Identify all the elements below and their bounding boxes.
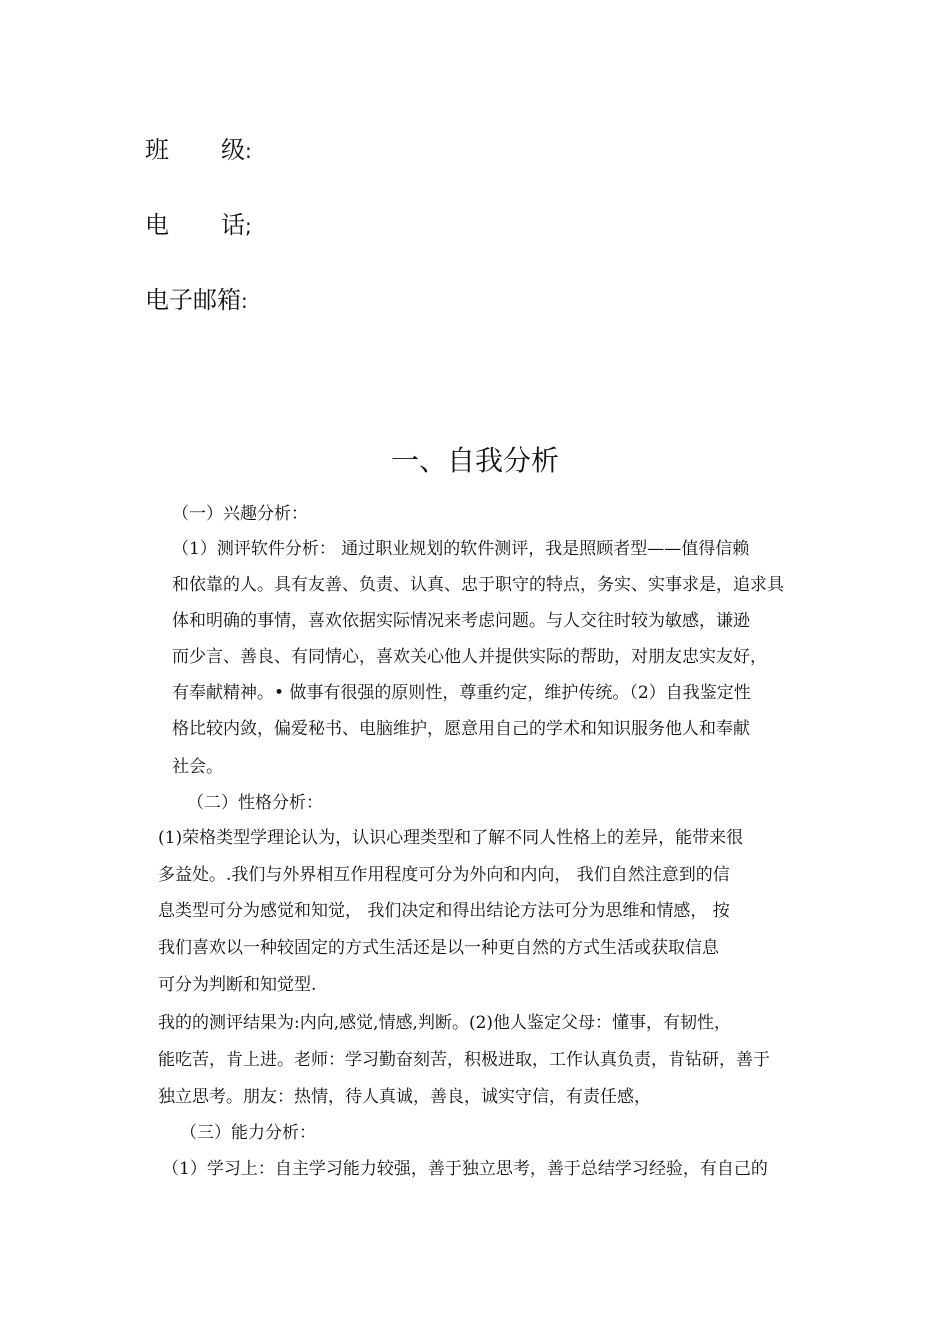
- paragraph-line: 格比较内敛，偏爱秘书、电脑维护，愿意用自己的学术和知识服务他人和奉献: [172, 719, 750, 739]
- subheading-interest: （一）兴趣分析：: [172, 504, 308, 524]
- paragraph-line: 有奉献精神。• 做事有很强的原则性，尊重约定，维护传统。（2）自我鉴定性: [172, 683, 751, 703]
- class-label-char-2: 级: [221, 136, 245, 164]
- subheading-ability: （三）能力分析：: [180, 1123, 316, 1143]
- paragraph-line: 多益处。.我们与外界相互作用程度可分为外向和内向， 我们自然注意到的信: [158, 865, 730, 885]
- class-colon: :: [245, 139, 252, 163]
- class-field: [145, 135, 252, 166]
- paragraph-line: 体和明确的事情，喜欢依据实际情况来考虑问题。与人交往时较为敏感，谦逊: [172, 611, 750, 631]
- paragraph-line: 而少言、善良、有同情心，喜欢关心他人并提供实际的帮助，对朋友忠实友好，: [172, 647, 767, 667]
- paragraph-line: 能吃苦，肯上进。老师：学习勤奋刻苦，积极进取，工作认真负责，肯钻研，善于: [158, 1050, 770, 1070]
- phone-colon: ;: [245, 214, 252, 238]
- phone-label-char-1: 电: [145, 211, 169, 239]
- paragraph-line: （1）测评软件分析： 通过职业规划的软件测评，我是照顾者型——值得信赖: [172, 539, 750, 559]
- phone-field: [145, 210, 252, 241]
- email-label: 电子邮箱: [145, 286, 241, 314]
- paragraph-line: 我们喜欢以一种较固定的方式生活还是以一种更自然的方式生活或获取信息: [158, 938, 719, 958]
- paragraph-line: 社会。: [172, 757, 223, 777]
- email-colon: :: [241, 289, 248, 313]
- paragraph-line: (1)荣格类型学理论认为，认识心理类型和了解不同人性格上的差异，能带来很: [158, 828, 744, 848]
- paragraph-line: 息类型可分为感觉和知觉， 我们决定和得出结论方法可分为思维和情感， 按: [158, 901, 730, 921]
- paragraph-line: 独立思考。朋友：热情，待人真诚，善良，诚实守信，有责任感，: [158, 1087, 651, 1107]
- phone-label-char-2: 话: [221, 211, 245, 239]
- paragraph-line: （1）学习上：自主学习能力较强，善于独立思考，善于总结学习经验，有自己的: [162, 1159, 768, 1179]
- class-label-char-1: 班: [145, 136, 169, 164]
- email-field: [145, 285, 248, 316]
- paragraph-line: 我的的测评结果为:内向,感觉,情感,判断。(2)他人鉴定父母：懂事，有韧性，: [158, 1013, 732, 1033]
- paragraph-line: 和依靠的人。具有友善、负责、认真、忠于职守的特点，务实、实事求是，追求具: [172, 575, 784, 595]
- subheading-personality: （二）性格分析：: [187, 793, 323, 813]
- paragraph-line: 可分为判断和知觉型.: [158, 975, 317, 995]
- section-heading: 一、自我分析: [390, 444, 559, 477]
